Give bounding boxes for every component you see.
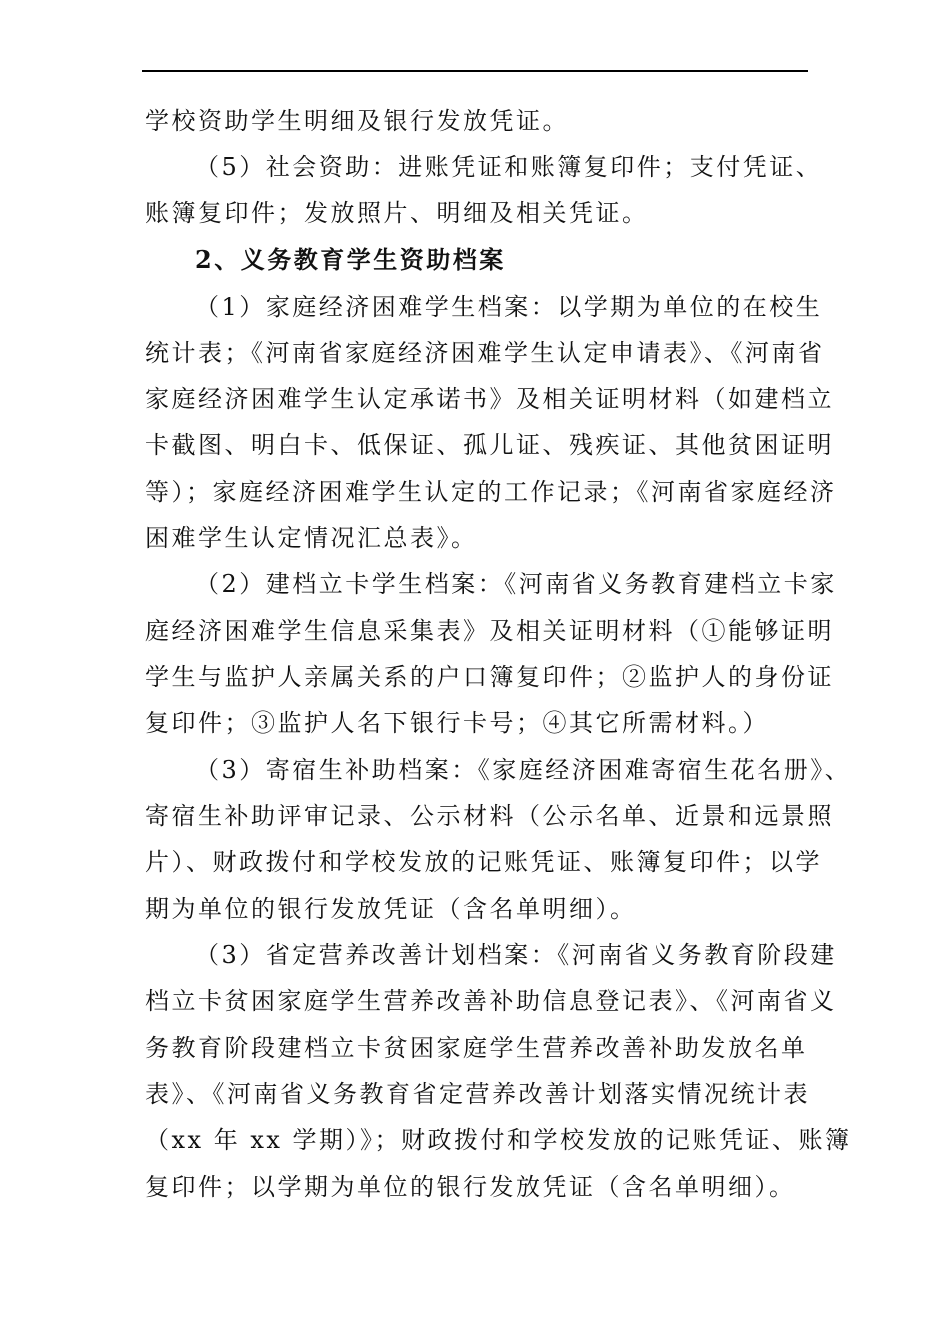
text-line: 务教育阶段建档立卡贫困家庭学生营养改善补助发放名单 [145,1034,808,1062]
paragraph-registered-students: （2）建档立卡学生档案：《河南省义务教育建档立卡家 [195,570,837,598]
text-line: 困难学生认定情况汇总表》。 [145,524,478,552]
text-line: 期为单位的银行发放凭证（含名单明细）。 [145,895,637,923]
paragraph-social-aid: （5）社会资助：进账凭证和账簿复印件；支付凭证、 [195,153,823,181]
text-line: 账簿复印件；发放照片、明细及相关凭证。 [145,199,649,227]
text-line: 庭经济困难学生信息采集表》及相关证明材料（①能够证明 [145,617,834,645]
text-line: （xx 年 xx 学期）》；财政拨付和学校发放的记账凭证、账簿 [145,1126,852,1154]
text-line: 学校资助学生明细及银行发放凭证。 [145,107,569,135]
text-line: 家庭经济困难学生认定承诺书》及相关证明材料（如建档立 [145,385,834,413]
text-line: 统计表；《河南省家庭经济困难学生认定申请表》、《河南省 [145,339,825,367]
text-line: 等）；家庭经济困难学生认定的工作记录；《河南省家庭经济 [145,478,837,506]
text-line: 复印件；③监护人名下银行卡号；④其它所需材料。） [145,709,769,737]
text-line: 复印件；以学期为单位的银行发放凭证（含名单明细）。 [145,1173,796,1201]
header-rule [142,70,808,72]
text-line: 片）、财政拨付和学校发放的记账凭证、账簿复印件；以学 [145,848,822,876]
paragraph-poor-students: （1）家庭经济困难学生档案：以学期为单位的在校生 [195,293,823,321]
paragraph-nutrition-plan: （3）省定营养改善计划档案：《河南省义务教育阶段建 [195,941,837,969]
text-line: 档立卡贫困家庭学生营养改善补助信息登记表》、《河南省义 [145,987,837,1015]
text-line: 学生与监护人亲属关系的户口簿复印件；②监护人的身份证 [145,663,834,691]
section-heading: 2、义务教育学生资助档案 [195,245,506,274]
paragraph-boarding-subsidy: （3）寄宿生补助档案：《家庭经济困难寄宿生花名册》、 [195,756,852,784]
text-line: 卡截图、明白卡、低保证、孤儿证、残疾证、其他贫困证明 [145,431,834,459]
text-line: 表》、《河南省义务教育省定营养改善计划落实情况统计表 [145,1080,810,1108]
text-line: 寄宿生补助评审记录、公示材料（公示名单、近景和远景照 [145,802,834,830]
